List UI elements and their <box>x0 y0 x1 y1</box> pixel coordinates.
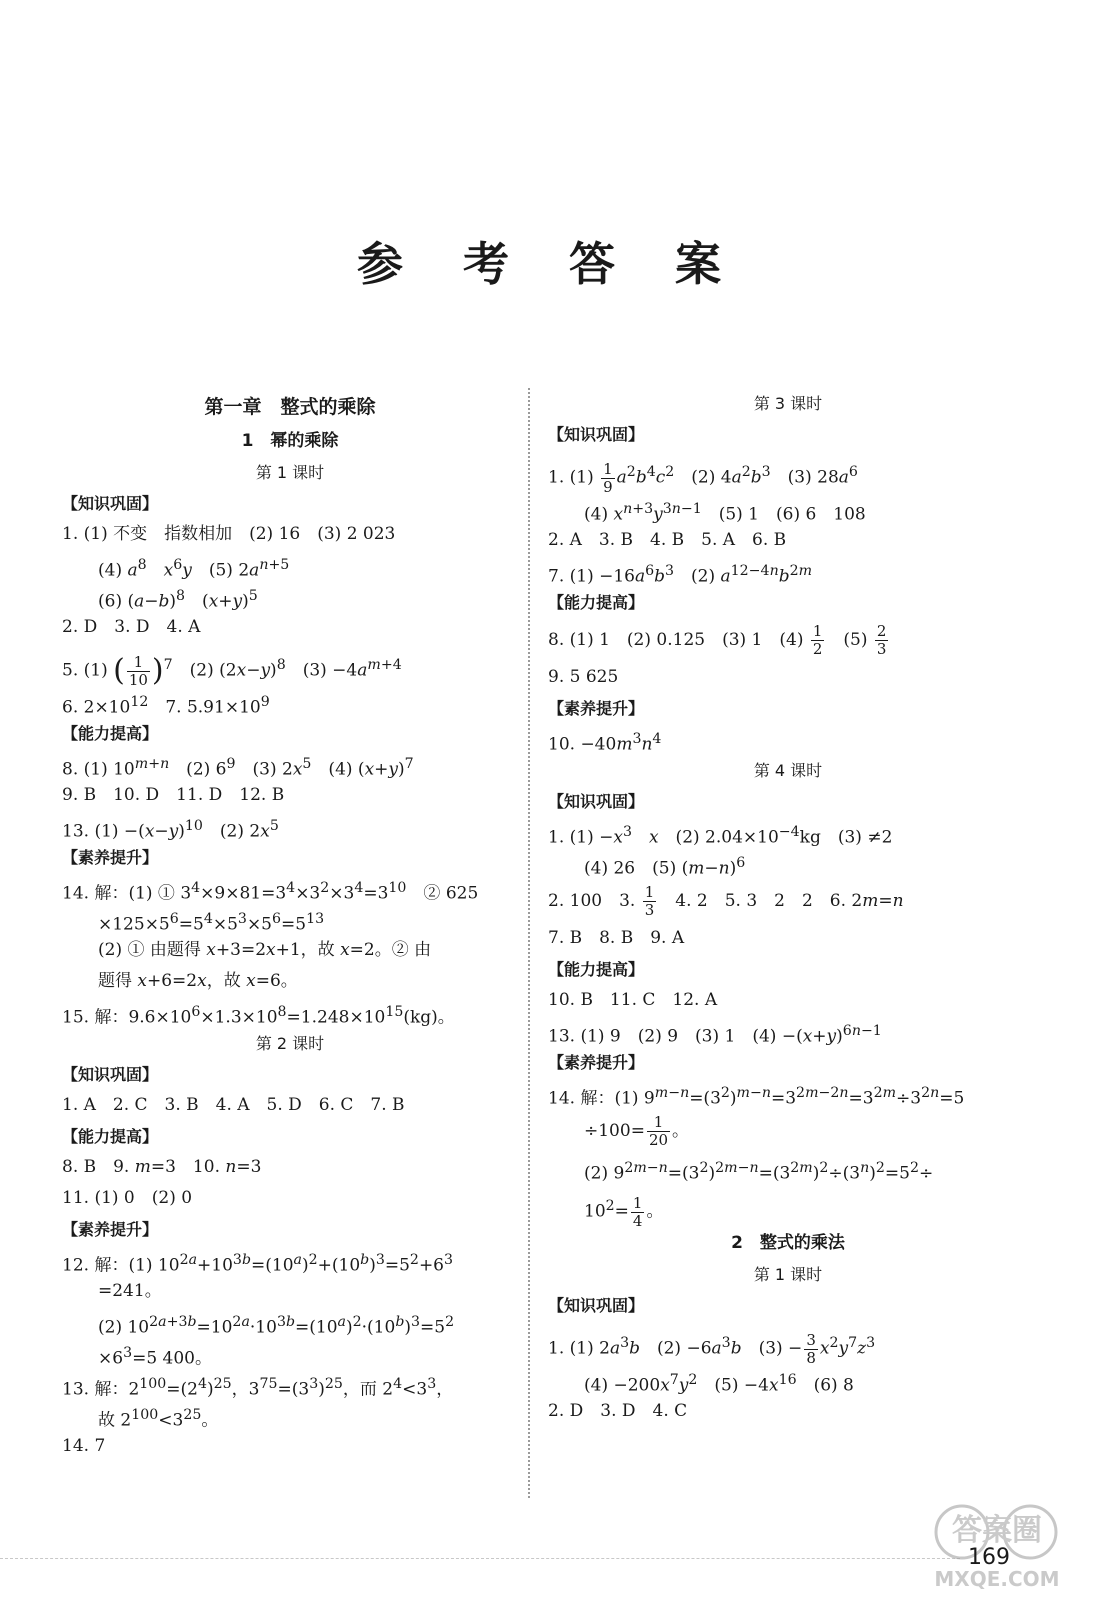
fraction: $\frac{1}{4}$ <box>632 1193 643 1230</box>
answer-line: 13. 解：$2^{100}=(2^4)^{25}$，$3^{75}=(3^3)^{25}$，而 $2^4<3^3$， <box>62 1376 454 1400</box>
answer-line: 10. $-40m^3n^4$ <box>548 731 662 755</box>
lesson-heading-1: 第 1 课时 <box>255 463 325 482</box>
answer-line: 5. (1) ( $\frac{1}{10}$ )$^7$ (2) $(2x-y)^8$ $(3) -4a^{m+4}$ <box>62 652 402 689</box>
svg-text:MXQE.COM: MXQE.COM <box>934 1567 1060 1591</box>
answer-line: 9. 5 625 <box>548 667 619 687</box>
answer-line: 故 $2^{100}<3^{25}$。 <box>98 1407 219 1431</box>
label-improve: 【能力提高】 <box>548 960 645 979</box>
answer-line: (4) $x^{n+3}y^{3n-1}$ (5) 1 (6) 6 108 <box>584 501 866 525</box>
answer-line: (6) $(a-b)^8$ $(x+y)^5$ <box>98 588 258 612</box>
answer-line: 1. (1) $\frac{1}{9}$ $a^2b^4c^2$ (2) $4a^2b^3$ (3) $28a^6$ <box>548 459 858 496</box>
answer-line: 2. D 3. D 4. A <box>62 617 201 637</box>
lesson-heading-4: 第 4 课时 <box>753 761 823 780</box>
answer-line: 2. D 3. D 4. C <box>548 1401 688 1421</box>
column-divider <box>528 388 530 1498</box>
answer-line: 10. B 11. C 12. A <box>548 990 718 1010</box>
label-consolidate: 【知识巩固】 <box>62 1065 159 1084</box>
answer-line: 8. (1) $10^{m+n}$ (2) $6^9$ (3) $2x^5$ (4) $(x+y)^7$ <box>62 756 414 780</box>
answer-line: 1. (1) $2a^3b$ $(2) -6a^3b$ (3) − $\frac{3}{8}$ $x^2y^7z^3$ <box>548 1330 876 1367</box>
answer-line: $\times 125\times 5^6=5^4\times 5^3\times 5^6=5^{13}$ <box>98 911 325 935</box>
page-number: 169 <box>968 1545 1010 1570</box>
answer-line: (4) 26 (5) $(m-n)^6$ <box>584 855 746 879</box>
answer-line: ÷100= $\frac{1}{20}$ 。 <box>584 1113 690 1149</box>
answer-line: 题得 x+6=2x，故 x=6。 <box>98 971 298 991</box>
answer-line: 1. $(1) -x^3$ x (2) $2.04\times 10^{-4}kg$ (3) ≠2 <box>548 824 893 848</box>
label-literacy: 【素养提升】 <box>548 699 645 718</box>
answer-line: $10^2=$ $\frac{1}{4}$ 。 <box>584 1193 664 1230</box>
fraction: $\frac{1}{2}$ <box>812 622 823 658</box>
label-consolidate: 【知识巩固】 <box>62 494 159 513</box>
label-improve: 【能力提高】 <box>548 593 645 612</box>
answer-line: 14. 解：(1) ① $3^4\times 9\times 81=3^4\times 3^2\times 3^4=3^{10}$ ② 625 <box>62 880 479 904</box>
answer-line: 7. $(1) -16a^6b^3$ (2) $a^{12-4n}b^{2m}$ <box>548 563 813 587</box>
lesson-heading-3: 第 3 课时 <box>753 394 823 413</box>
answer-line: $\times 6^3=5$ 400。 <box>98 1345 212 1369</box>
answer-line: 8. B 9. m=3 10. n=3 <box>62 1157 262 1177</box>
fraction: $\frac{2}{3}$ <box>876 622 887 658</box>
answer-line: 8. (1) 1 (2) 0.125 (3) 1 (4) $\frac{1}{2}$ (5) $\frac{2}{3}$ <box>548 622 887 658</box>
answer-line: 12. 解：(1) $10^{2a}+10^{3b}=(10^a)^2+(10^b)^3=5^2+6^3$ <box>62 1252 454 1276</box>
answer-line: 14. 7 <box>62 1436 106 1456</box>
label-literacy: 【素养提升】 <box>62 848 159 867</box>
answer-line: (4) $a^8$ $x^6y$ (5) $2a^{n+5}$ <box>98 557 290 581</box>
fraction: $\frac{1}{9}$ <box>603 459 613 496</box>
left-column <box>62 388 518 1462</box>
answer-line: 1. A 2. C 3. B 4. A 5. D 6. C 7. B <box>62 1095 405 1115</box>
answer-line: 1. (1) 不变 指数相加 (2) 16 (3) 2 023 <box>62 524 396 544</box>
answer-line: 13. (1) 9 (2) 9 (3) 1 $(4) -(x+y)^{6n-1}$ <box>548 1023 882 1047</box>
fraction: $\frac{3}{8}$ <box>806 1330 816 1367</box>
answer-line: 11. (1) 0 (2) 0 <box>62 1188 193 1208</box>
answer-line: 7. B 8. B 9. A <box>548 928 685 948</box>
answer-line: =241。 <box>98 1281 162 1301</box>
fraction: $\frac{1}{3}$ <box>644 883 655 919</box>
answer-line: 2. A 3. B 4. B 5. A 6. B <box>548 530 787 550</box>
answer-line: 2. 100 3. $\frac{1}{3}$ 4. 2 5. 3 2 2 6. 2m=n <box>548 883 904 919</box>
label-consolidate: 【知识巩固】 <box>548 792 645 811</box>
answer-line: 6. $2\times 10^{12}$ 7. $5.91\times 10^9$ <box>62 694 270 718</box>
label-improve: 【能力提高】 <box>62 724 159 743</box>
page-title: 参 考 答 案 <box>356 237 744 291</box>
footer-dashed-line <box>0 1558 960 1559</box>
section-title-2: 2 整式的乘法 <box>731 1233 845 1253</box>
chapter-title: 第一章 整式的乘除 <box>204 396 376 418</box>
label-literacy: 【素养提升】 <box>548 1053 645 1072</box>
answer-line: 15. 解：$9.6\times 10^6\times 1.3\times 10^8=1.248\times 10^{15}(kg)$。 <box>62 1004 455 1028</box>
label-literacy: 【素养提升】 <box>62 1220 159 1239</box>
answer-line: $(4) -200x^7y^2$ $(5) -4x^{16}$ (6) 8 <box>584 1372 854 1396</box>
section-title-1: 1 幂的乘除 <box>241 431 339 451</box>
answer-line: (2) ① 由题得 x+3=2x+1，故 x=2。② 由 <box>98 940 432 960</box>
right-column <box>548 388 1028 1427</box>
fraction: $\frac{1}{10}$ <box>128 652 148 689</box>
label-consolidate: 【知识巩固】 <box>548 425 645 444</box>
fraction: $\frac{1}{20}$ <box>648 1113 669 1149</box>
lesson-heading-2: 第 2 课时 <box>255 1034 325 1053</box>
answer-line: 14. 解：(1) $9^{m-n}=(3^2)^{m-n}=3^{2m-2n}=3^{2m}\div 3^{2n}=5$ <box>548 1085 965 1109</box>
lesson-heading-5: 第 1 课时 <box>753 1265 823 1284</box>
label-improve: 【能力提高】 <box>62 1127 159 1146</box>
label-consolidate: 【知识巩固】 <box>548 1296 645 1315</box>
answer-line: 9. B 10. D 11. D 12. B <box>62 785 285 805</box>
answer-line: 13. $(1) -(x-y)^{10}$ (2) $2x^5$ <box>62 818 279 842</box>
answer-line: (2) $9^{2m-n}=(3^2)^{2m-n}=(3^{2m})^2\div(3^n)^2=5^2\div$ <box>584 1160 934 1184</box>
svg-text:答案圈: 答案圈 <box>952 1513 1042 1548</box>
answer-line: (2) $10^{2a+3b}=10^{2a}\cdot 10^{3b}=(10^a)^2\cdot(10^b)^3=5^2$ <box>98 1314 455 1338</box>
